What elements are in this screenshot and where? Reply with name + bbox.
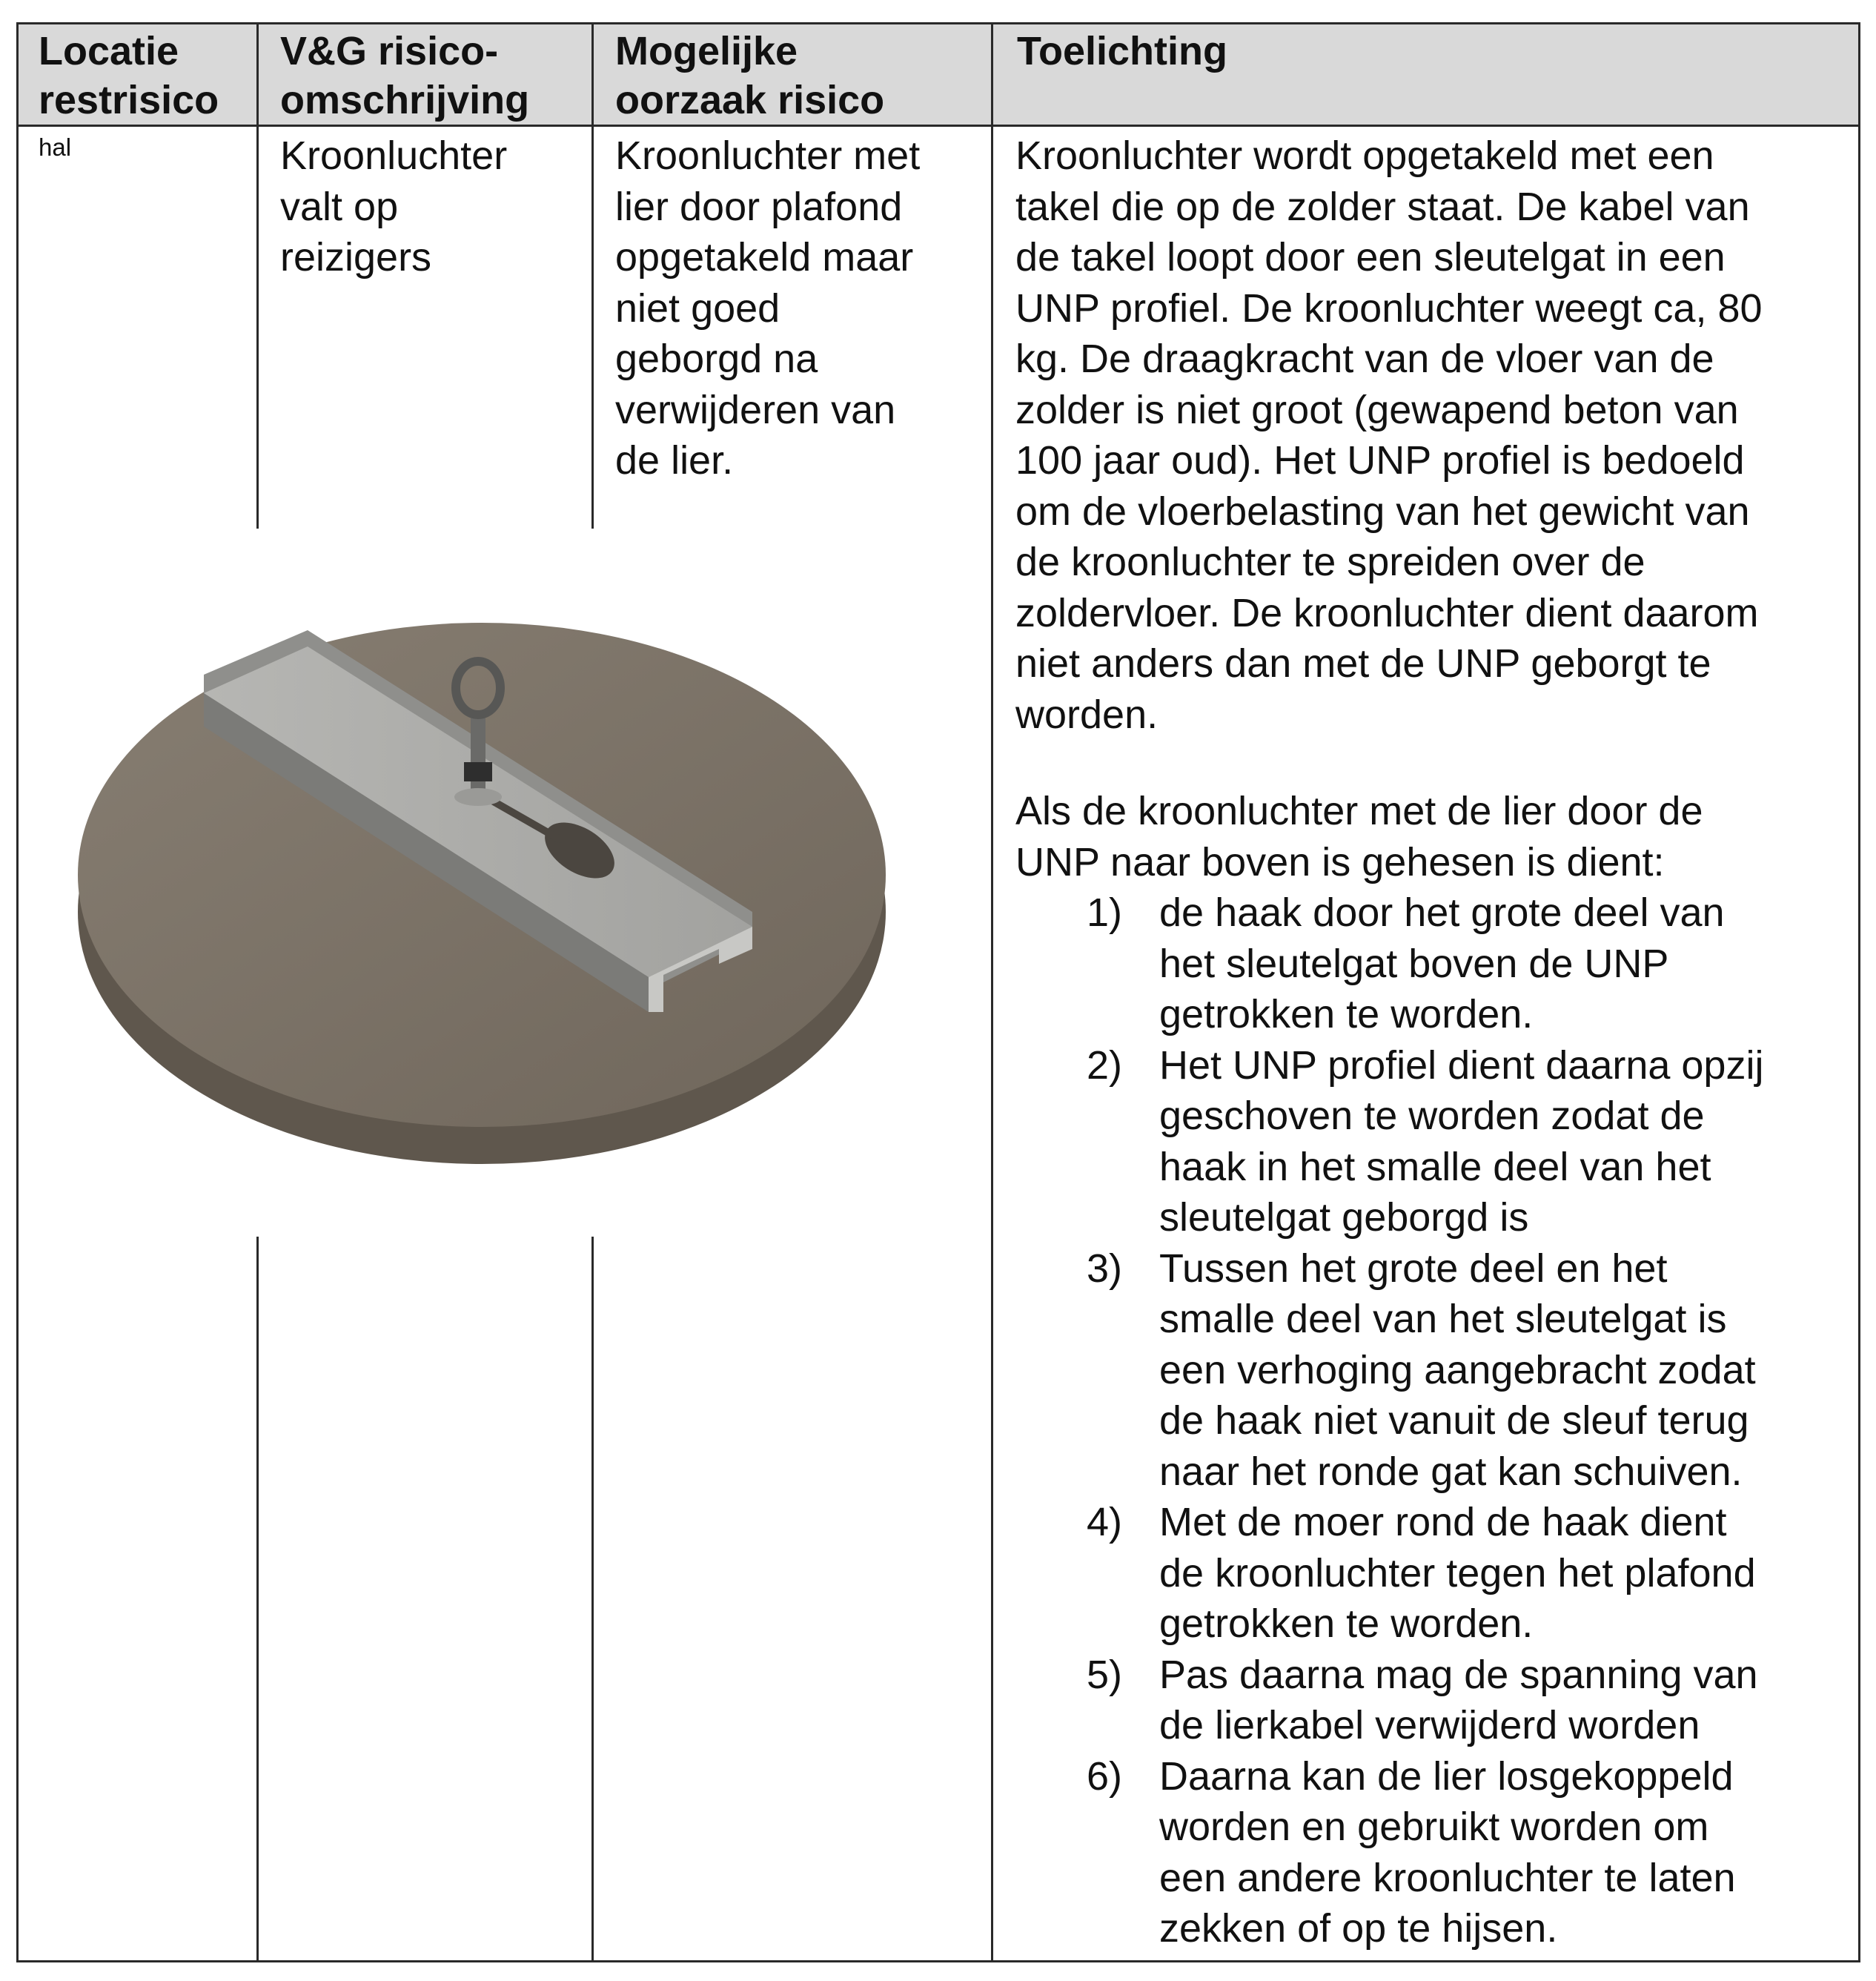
risk-description-cell: Kroonluchter valt op reizigers <box>280 133 508 280</box>
column-divider-1-bottom <box>256 1237 259 1960</box>
header-vg-risico-omschrijving: V&G risico- omschrijving <box>280 29 530 122</box>
column-divider-1-top <box>256 24 259 529</box>
procedure-step-list <box>1087 887 1763 1954</box>
unp-profile-on-disc-illustration <box>67 601 912 1179</box>
column-divider-3 <box>991 24 993 1960</box>
list-item: 5) Pas daarna mag de spanning van de lierkabel verwijderd worden <box>1087 1652 1758 1747</box>
eye-bolt-shaft <box>471 713 485 795</box>
list-item: 4) Met de moer rond de haak dient de kroonluchter tegen het plafond getrokken te worden. <box>1087 1500 1756 1646</box>
list-item: 2) Het UNP profiel dient daarna opzij geschoven te worden zodat de haak in het smalle deel van het sleutelgat geborgd is <box>1087 1042 1764 1240</box>
location-cell: hal <box>39 133 72 161</box>
explanation-paragraph: Kroonluchter wordt opgetakeld met een takel die op de zolder staat. De kabel van de takel loopt door een sleutelgat in een UNP profiel. De kroonluchter weegt ca, 80 kg. De draagkracht van de vloer van de zolder is niet groot (gewapend beton van 100 jaar oud). Het UNP profiel is bedoeld om de vloerbelasting van het gewicht van de kroonluchter te spreiden over de zoldervloer. De kroonluchter dient daarom niet anders dan met de UNP geborgt te worden. <box>1015 133 1763 737</box>
header-divider <box>19 125 1858 127</box>
explanation-intro: Als de kroonluchter met de lier door de UNP naar boven is gehesen is dient: <box>1015 789 1703 884</box>
list-item: 1) de haak door het grote deel van het sleutelgat boven de UNP getrokken te worden. <box>1087 890 1725 1036</box>
list-item: 3) Tussen het grote deel en het smalle deel van het sleutelgat is een verhoging aangebracht zodat de haak niet vanuit de sleuf terug naar het ronde gat kan schuiven. <box>1087 1246 1756 1494</box>
column-divider-2-bottom <box>591 1237 594 1960</box>
possible-cause-cell: Kroonluchter met lier door plafond opgetakeld maar niet goed geborgd na verwijderen van de lier. <box>615 133 921 483</box>
header-toelichting: Toelichting <box>1017 29 1227 73</box>
column-divider-2-top <box>591 24 594 529</box>
eye-bolt-nut <box>464 762 492 781</box>
eye-bolt-washer <box>454 788 502 806</box>
header-mogelijke-oorzaak: Mogelijke oorzaak risico <box>615 29 885 122</box>
header-locatie-restrisico: Locatie restrisico <box>39 29 219 122</box>
list-item: 6) Daarna kan de lier losgekoppeld worden en gebruikt worden om een andere kroonluchter te laten zekken of op te hijsen. <box>1087 1753 1736 1951</box>
